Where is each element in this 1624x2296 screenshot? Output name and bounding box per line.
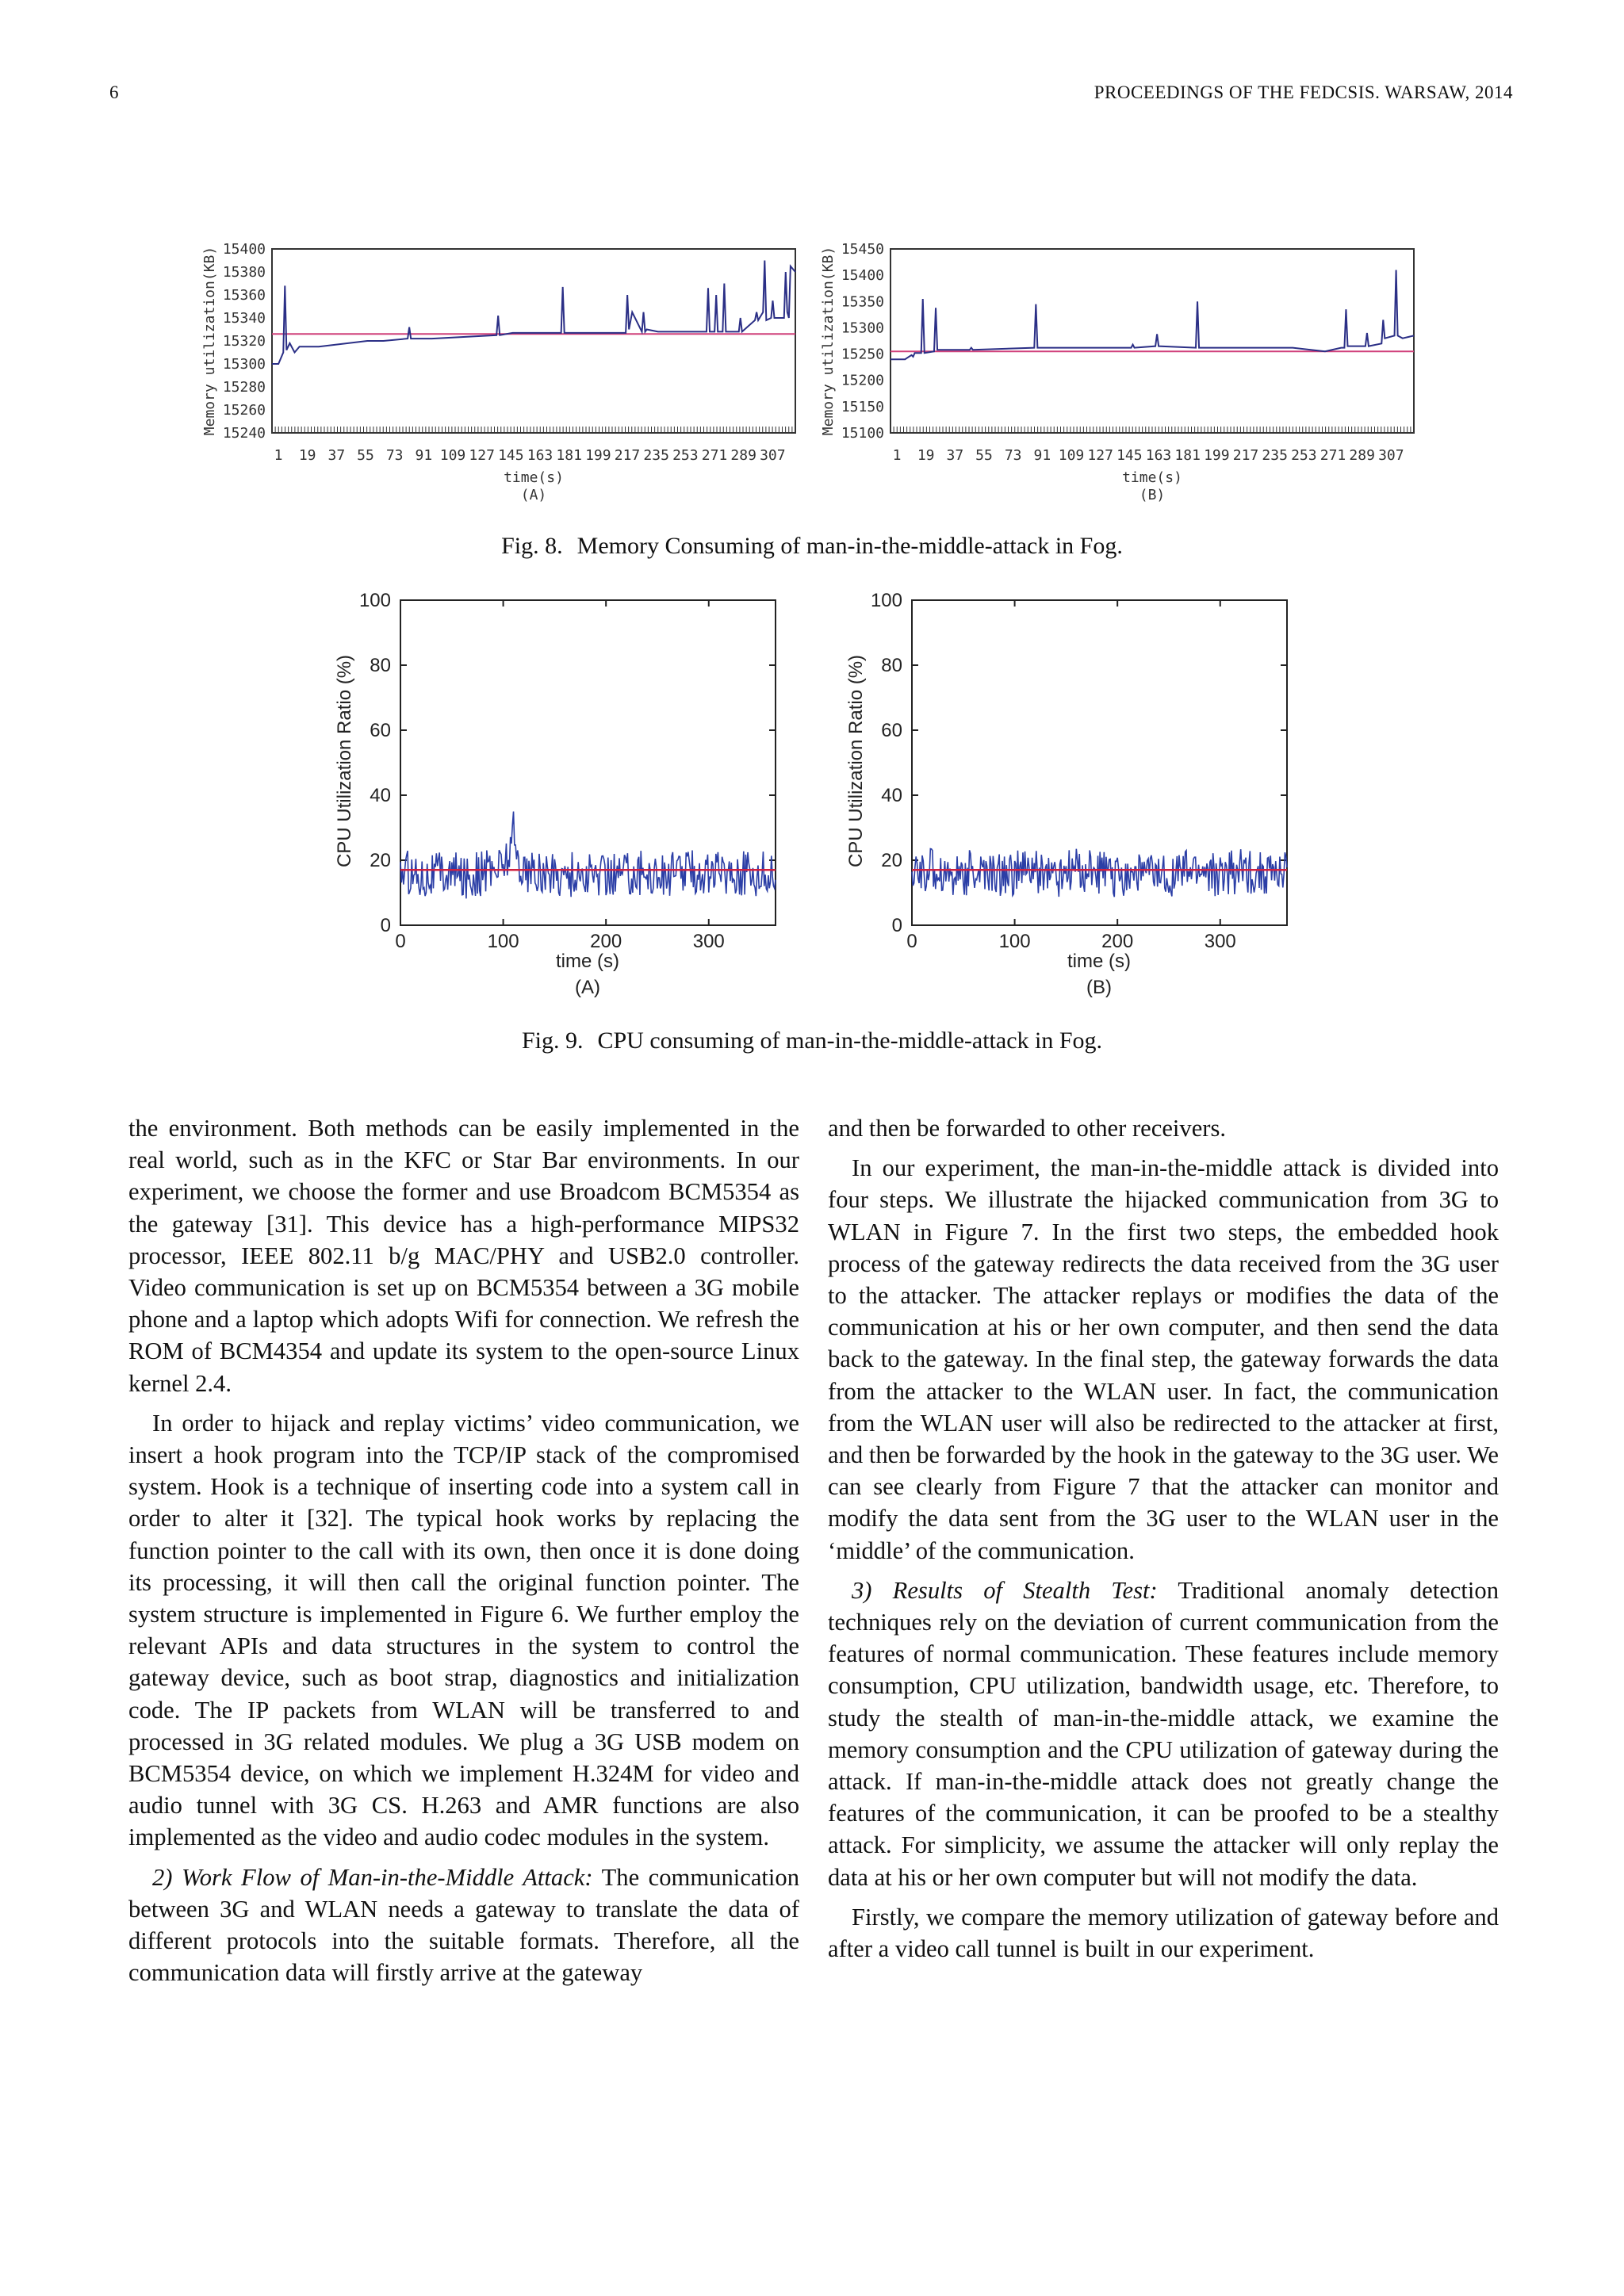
fig8a-sublabel: (A) bbox=[520, 487, 547, 503]
fig8-0-xtick-label: 19 bbox=[298, 447, 316, 464]
fig9-1-ytick-label: 60 bbox=[881, 720, 902, 741]
fig9b-ylabel: CPU Utilization Ratio (%) bbox=[845, 654, 867, 868]
fig9-1-ytick-label: 80 bbox=[881, 655, 902, 676]
fig9-0-xtick-label: 300 bbox=[692, 931, 725, 952]
fig8-0-xtick-label: 55 bbox=[357, 447, 374, 464]
right-paragraph-4: Firstly, we compare the memory utilization of gateway before and after a video call tunnel is built in our experiment. bbox=[828, 1903, 1499, 1963]
fig8-0-ytick-label: 15380 bbox=[222, 264, 266, 281]
fig8-panel-a bbox=[201, 241, 795, 503]
fig8b-sublabel: (B) bbox=[1139, 487, 1166, 503]
fig8-0-xtick-label: 307 bbox=[760, 447, 786, 464]
fig8-0-ytick-label: 15260 bbox=[222, 402, 266, 419]
figure-9 bbox=[317, 583, 1316, 1003]
fig8a-plot-frame bbox=[272, 249, 795, 433]
fig8-1-xtick-label: 307 bbox=[1378, 447, 1404, 464]
figure-8-label: Fig. 8. bbox=[501, 533, 563, 559]
fig8-0-xtick-label: 217 bbox=[614, 447, 641, 464]
fig8-1-xtick-label: 37 bbox=[946, 447, 964, 464]
fig8-0-xtick-label: 1 bbox=[274, 447, 283, 464]
fig9-panel-a bbox=[334, 590, 776, 998]
fig9-1-xtick-label: 300 bbox=[1204, 931, 1236, 952]
fig8b-plot-frame bbox=[891, 249, 1414, 433]
figure-8 bbox=[190, 238, 1443, 507]
fig8-0-xtick-label: 163 bbox=[527, 447, 553, 464]
fig8-0-xtick-label: 199 bbox=[585, 447, 611, 464]
fig8-0-memory-series-line bbox=[272, 261, 795, 365]
fig8-1-xtick-label: 235 bbox=[1262, 447, 1288, 464]
fig9-0-ytick-label: 20 bbox=[370, 850, 391, 871]
fig8-1-xtick-label: 109 bbox=[1058, 447, 1085, 464]
figure-8-caption bbox=[0, 533, 1624, 560]
fig9-1-ytick-label: 0 bbox=[891, 915, 902, 936]
fig8-1-xtick-label: 1 bbox=[892, 447, 902, 464]
figure-9-label: Fig. 9. bbox=[521, 1027, 584, 1054]
fig8-1-ytick-label: 15400 bbox=[841, 267, 884, 285]
section-heading-stealth: 3) Results of Stealth Test: bbox=[852, 1576, 1158, 1604]
fig8-1-ytick-label: 15100 bbox=[841, 425, 884, 442]
fig9-1-ytick-label: 100 bbox=[870, 590, 902, 611]
fig8-panel-b bbox=[820, 241, 1414, 503]
fig9-0-ytick-label: 80 bbox=[370, 655, 391, 676]
fig9-0-xtick-label: 0 bbox=[395, 931, 406, 952]
fig9-0-ytick-label: 0 bbox=[380, 915, 391, 936]
fig8-0-xtick-label: 289 bbox=[730, 447, 756, 464]
fig8b-ylabel: Memory utilization(KB) bbox=[820, 246, 837, 436]
fig8-1-xtick-label: 19 bbox=[917, 447, 935, 464]
fig8-1-memory-series-line bbox=[891, 270, 1414, 360]
fig8-0-ytick-label: 15360 bbox=[222, 287, 266, 304]
fig9-1-ytick-label: 40 bbox=[881, 785, 902, 806]
fig8a-ylabel: Memory utilization(KB) bbox=[201, 246, 218, 436]
fig8-1-ytick-label: 15200 bbox=[841, 372, 884, 389]
fig9-0-xtick-label: 100 bbox=[487, 931, 519, 952]
figure-9-caption bbox=[0, 1027, 1624, 1054]
left-column bbox=[128, 1112, 799, 1996]
fig8-0-xtick-label: 109 bbox=[439, 447, 466, 464]
fig8-1-xtick-label: 289 bbox=[1349, 447, 1375, 464]
fig9a-xlabel: time (s) bbox=[556, 951, 619, 972]
fig8-1-xtick-label: 73 bbox=[1004, 447, 1022, 464]
running-title: PROCEEDINGS OF THE FEDCSIS. WARSAW, 2014 bbox=[1094, 82, 1513, 102]
page-number: 6 bbox=[109, 82, 119, 102]
right-paragraph-2: In our experiment, the man-in-the-middle attack is divided into four steps. We illustrate the hijacked communication from 3G to WLAN in Figure 7. In the first two steps, the embedded hook process of the gateway redirects the data received from the 3G user to the attacker. The attacker replays or modifies the data of the communication at his or her own computer, and then send the data back to the gateway. In the final step, the gateway forwards the data from the attacker to the WLAN user. In fact, the communication from the WLAN user will also be redirected to the attacker at first, and then be forwarded by the hook in the gateway to the 3G user. We can see clearly from Figure 7 that the attacker can monitor and modify the data sent from the 3G user to the WLAN user in the ‘middle’ of the communication. bbox=[828, 1154, 1499, 1564]
fig8-0-xtick-label: 235 bbox=[643, 447, 669, 464]
fig8-0-xtick-label: 271 bbox=[701, 447, 728, 464]
fig8-0-xtick-label: 37 bbox=[327, 447, 346, 464]
fig8-1-ytick-label: 15450 bbox=[841, 241, 884, 258]
fig9-0-ytick-label: 40 bbox=[370, 785, 391, 806]
fig8-1-xtick-label: 127 bbox=[1087, 447, 1113, 464]
left-paragraph-3 bbox=[128, 1862, 799, 1989]
fig9-0-ytick-label: 60 bbox=[370, 720, 391, 741]
fig9-0-cpu-series-line bbox=[400, 812, 776, 899]
fig8-0-ytick-label: 15240 bbox=[222, 425, 266, 442]
fig8-1-xtick-label: 217 bbox=[1232, 447, 1259, 464]
fig8-1-ytick-label: 15250 bbox=[841, 346, 884, 363]
fig8-1-xtick-label: 253 bbox=[1291, 447, 1317, 464]
fig8-0-ytick-label: 15340 bbox=[222, 310, 266, 327]
fig9b-sublabel: (B) bbox=[1086, 977, 1112, 998]
fig9-0-ytick-label: 100 bbox=[358, 590, 391, 611]
fig8-0-xtick-label: 145 bbox=[498, 447, 524, 464]
left-paragraph-1: the environment. Both methods can be easily implemented in the real world, such as in the KFC or Star Bar environments. In our experiment, we choose the former and use Broadcom BCM5354 as the gateway [31]. This device has a high-performance MIPS32 processor, IEEE 802.11 b/g MAC/PHY and USB2.0 controller. Video communication is set up on BCM5354 between a 3G mobile phone and a laptop which adopts Wifi for connection. We refresh the ROM of BCM4354 and update its system to the open-source Linux kernel 2.4. bbox=[128, 1115, 799, 1397]
fig8-1-xtick-label: 163 bbox=[1145, 447, 1172, 464]
fig9b-xlabel: time (s) bbox=[1067, 951, 1131, 972]
fig9-1-ytick-label: 20 bbox=[881, 850, 902, 871]
fig8-0-ytick-label: 15320 bbox=[222, 333, 266, 350]
fig8-1-ytick-label: 15150 bbox=[841, 398, 884, 415]
fig9-panel-b bbox=[845, 590, 1287, 998]
fig8-0-ytick-label: 15300 bbox=[222, 356, 266, 373]
fig8-0-xtick-label: 91 bbox=[415, 447, 433, 464]
fig9a-ylabel: CPU Utilization Ratio (%) bbox=[334, 654, 355, 868]
fig8-1-xtick-label: 271 bbox=[1320, 447, 1346, 464]
fig8b-xlabel: time(s) bbox=[1122, 469, 1182, 486]
fig8-1-xtick-label: 145 bbox=[1116, 447, 1143, 464]
left-paragraph-3-text: The communication between 3G and WLAN needs a gateway to translate the data of different protocols into the suitable formats. Therefore, all the communication data will firstly arrive at the gateway bbox=[128, 1863, 799, 1987]
fig9-1-xtick-label: 200 bbox=[1101, 931, 1134, 952]
fig9-1-xtick-label: 0 bbox=[906, 931, 917, 952]
fig8-0-xtick-label: 181 bbox=[556, 447, 582, 464]
fig8-0-ytick-label: 15280 bbox=[222, 379, 266, 396]
fig9-1-cpu-series-line bbox=[912, 849, 1287, 897]
fig9-1-xtick-label: 100 bbox=[998, 931, 1031, 952]
fig8-1-xtick-label: 199 bbox=[1204, 447, 1230, 464]
fig8-0-xtick-label: 73 bbox=[385, 447, 404, 464]
fig9-0-xtick-label: 200 bbox=[590, 931, 622, 952]
fig8-1-ytick-label: 15300 bbox=[841, 320, 884, 337]
fig8-1-xtick-label: 181 bbox=[1174, 447, 1201, 464]
left-paragraph-2: In order to hijack and replay victims’ video communication, we insert a hook program into the TCP/IP stack of the compromised system. Hook is a technique of inserting code into a system call in order to alter it [32]. The typical hook works by replacing the function pointer to the call with its own, then once it is done doing its processing, it will then call the original function pointer. The system structure is implemented in Figure 6. We further employ the relevant APIs and data structures in the system to control the gateway device, such as boot strap, diagnostics and initialization code. The IP packets from WLAN will be transferred to and processed in 3G related modules. We plug a 3G USB modem on BCM5354 device, on which we implement H.324M for video and audio tunnel with 3G CS. H.263 and AMR functions are also implemented as the video and audio codec modules in the system. bbox=[128, 1409, 799, 1851]
fig8-1-ytick-label: 15350 bbox=[841, 293, 884, 311]
figure-9-caption-text: CPU consuming of man-in-the-middle-attack in Fog. bbox=[597, 1027, 1103, 1054]
fig8-0-xtick-label: 253 bbox=[672, 447, 699, 464]
right-paragraph-1: and then be forwarded to other receivers. bbox=[828, 1115, 1227, 1142]
section-heading-workflow: 2) Work Flow of Man-in-the-Middle Attack: bbox=[152, 1863, 593, 1891]
fig9a-sublabel: (A) bbox=[575, 977, 600, 998]
fig8-0-xtick-label: 127 bbox=[469, 447, 495, 464]
fig8-1-xtick-label: 55 bbox=[975, 447, 993, 464]
figure-8-caption-text: Memory Consuming of man-in-the-middle-attack in Fog. bbox=[576, 533, 1123, 559]
right-paragraph-3 bbox=[828, 1575, 1499, 1893]
right-column bbox=[828, 1112, 1499, 1973]
fig8-1-xtick-label: 91 bbox=[1033, 447, 1051, 464]
right-paragraph-3-text: Traditional anomaly detection techniques rely on the deviation of current communication from the features of normal communication. These features include memory consumption, CPU utilization, bandwidth usage, etc. Therefore, to study the stealth of man-in-the-middle attack, we examine the memory consumption and the CPU utilization of gateway during the attack. If man-in-the-middle attack does not greatly change the features of the communication, it can be proofed to be a stealthy attack. For simplicity, we assume the attacker will only replay the data at his or her own computer but will not modify the data. bbox=[828, 1576, 1499, 1891]
fig8-0-ytick-label: 15400 bbox=[222, 241, 266, 258]
fig8a-xlabel: time(s) bbox=[504, 469, 564, 486]
